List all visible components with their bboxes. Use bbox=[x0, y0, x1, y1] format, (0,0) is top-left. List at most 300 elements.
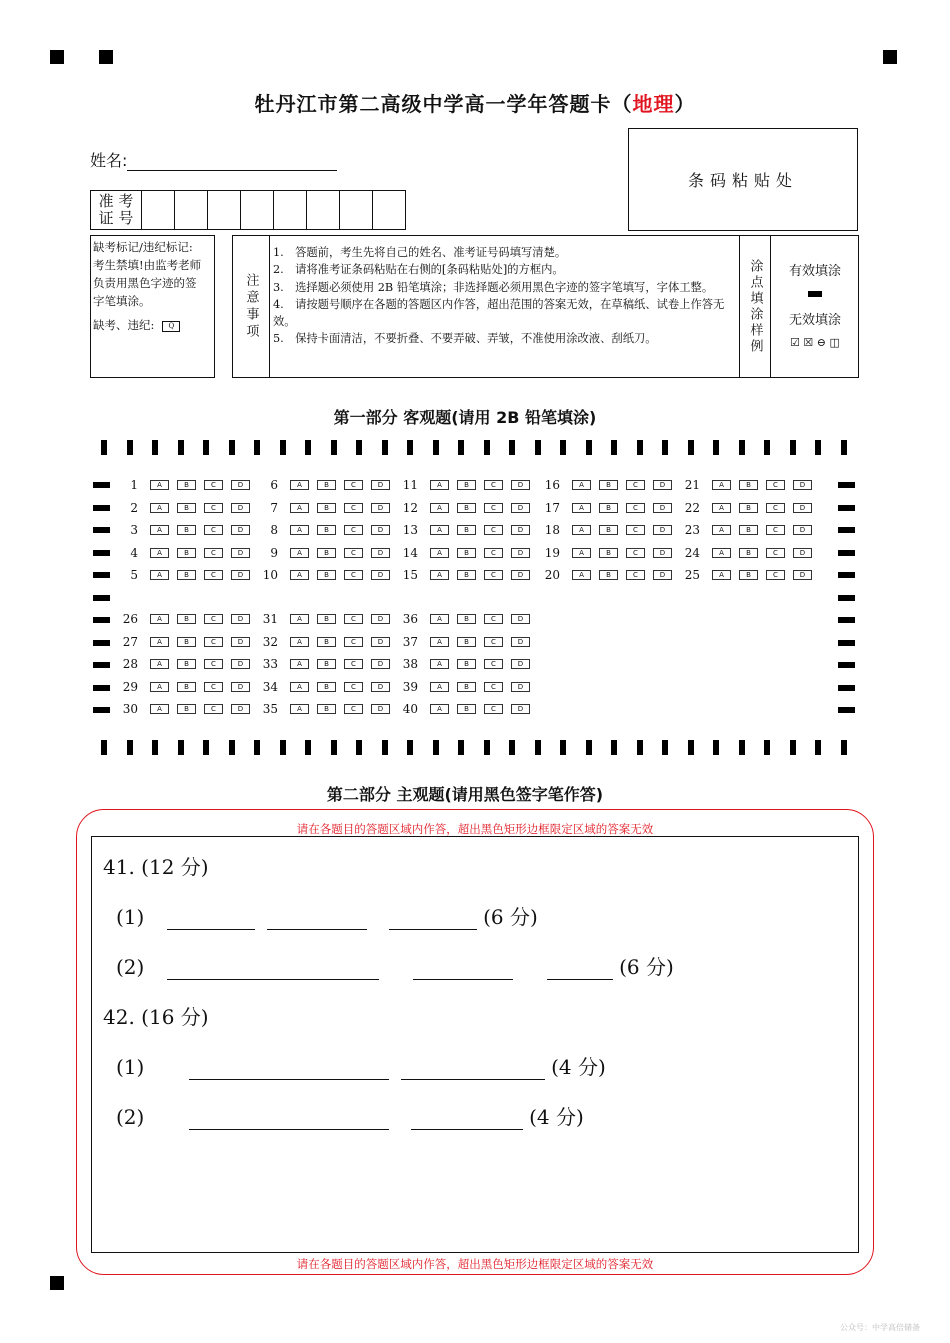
option-bubble[interactable]: D bbox=[511, 570, 530, 580]
option-bubble[interactable]: C bbox=[484, 637, 503, 647]
question-number: 38 bbox=[402, 657, 418, 671]
option-bubble[interactable]: C bbox=[204, 682, 223, 692]
option-bubble[interactable]: D bbox=[231, 548, 250, 558]
option-bubble[interactable]: B bbox=[599, 525, 618, 535]
option-bubble[interactable]: A bbox=[290, 682, 309, 692]
option-bubble[interactable]: B bbox=[317, 525, 336, 535]
timing-tick bbox=[790, 440, 796, 455]
question-number: 6 bbox=[270, 478, 278, 492]
option-bubble[interactable]: A bbox=[712, 548, 731, 558]
option-bubble[interactable]: B bbox=[457, 637, 476, 647]
option-bubble[interactable]: D bbox=[231, 480, 250, 490]
option-bubble[interactable]: D bbox=[231, 503, 250, 513]
timing-tick bbox=[356, 740, 362, 755]
question-number: 33 bbox=[262, 657, 278, 671]
question-number: 9 bbox=[270, 545, 278, 560]
option-bubble[interactable]: B bbox=[317, 659, 336, 669]
notes-box: 注意事项 1. 答题前，考生先将自己的姓名、准考证号码填写清楚。 2. 请将准考证条码粘贴在右侧的[条码粘贴处]的方框内。 3. 选择题必须使用 2B 铅笔填涂；非选择题必须用黑色字迹的签字笔填写，字体工整。 4. 请按题号顺序在各题的答题区内作答，超出范围的答案无效，在草稿纸、试卷上作答无效。 5. 保持卡面清洁，不要折叠、不要弄破、弄皱，不准使用涂改液、刮纸刀。 涂点填涂样例 有效填涂 无效填涂 ☑ ☒ ⊖ ◫ bbox=[232, 235, 859, 378]
q41-part2[interactable]: (2) (6 分) bbox=[116, 955, 674, 979]
option-bubble[interactable]: D bbox=[371, 682, 390, 692]
option-bubble[interactable]: B bbox=[177, 525, 196, 535]
mc-question bbox=[400, 568, 538, 582]
timing-tick bbox=[637, 740, 643, 755]
timing-tick bbox=[407, 440, 413, 455]
option-bubble[interactable]: A bbox=[290, 503, 309, 513]
option-bubble[interactable]: B bbox=[177, 659, 196, 669]
option-bubble[interactable]: A bbox=[430, 637, 449, 647]
option-bubble[interactable]: D bbox=[511, 480, 530, 490]
option-bubble[interactable]: B bbox=[599, 570, 618, 580]
option-bubble[interactable]: B bbox=[457, 704, 476, 714]
question-number: 20 bbox=[544, 568, 560, 582]
option-bubble[interactable]: B bbox=[177, 614, 196, 624]
mc-question bbox=[682, 546, 820, 560]
option-bubble[interactable]: C bbox=[344, 548, 363, 558]
ticket-number-grid[interactable]: 准 考 证 号 bbox=[90, 190, 406, 230]
region-note-bottom: 请在各题目的答题区域内作答，超出黑色矩形边框限定区域的答案无效 bbox=[296, 1257, 654, 1271]
option-bubble[interactable]: C bbox=[484, 614, 503, 624]
option-bubble[interactable]: C bbox=[626, 570, 645, 580]
side-mark bbox=[93, 482, 110, 488]
mc-question bbox=[260, 635, 398, 649]
option-bubble[interactable]: C bbox=[766, 480, 785, 490]
option-bubble[interactable]: B bbox=[317, 503, 336, 513]
question-number: 1 bbox=[130, 478, 138, 492]
question-number: 37 bbox=[402, 634, 418, 649]
option-bubble[interactable]: C bbox=[344, 704, 363, 714]
question-number: 40 bbox=[402, 702, 418, 716]
option-bubble[interactable]: D bbox=[653, 525, 672, 535]
mc-question bbox=[120, 546, 258, 560]
timing-tick bbox=[611, 740, 617, 755]
side-mark bbox=[838, 550, 855, 556]
timing-tick bbox=[331, 440, 337, 455]
option-bubble[interactable]: A bbox=[290, 614, 309, 624]
timing-tick bbox=[254, 740, 260, 755]
mc-question bbox=[400, 478, 538, 492]
option-bubble[interactable]: C bbox=[484, 682, 503, 692]
side-mark bbox=[838, 595, 855, 601]
timing-tick bbox=[509, 740, 515, 755]
option-bubble[interactable]: C bbox=[204, 704, 223, 714]
invalid-fill-samples: ☑ ☒ ⊖ ◫ bbox=[790, 336, 840, 349]
option-bubble[interactable]: B bbox=[457, 503, 476, 513]
question-number: 7 bbox=[270, 500, 278, 515]
option-bubble[interactable]: C bbox=[344, 682, 363, 692]
option-bubble[interactable]: A bbox=[430, 480, 449, 490]
timing-tick bbox=[560, 440, 566, 455]
option-bubble[interactable]: A bbox=[290, 570, 309, 580]
question-number: 39 bbox=[402, 679, 418, 694]
option-bubble[interactable]: C bbox=[766, 570, 785, 580]
mc-question bbox=[260, 702, 398, 716]
option-bubble[interactable]: B bbox=[457, 525, 476, 535]
option-bubble[interactable]: A bbox=[150, 637, 169, 647]
option-bubble[interactable]: B bbox=[317, 570, 336, 580]
option-bubble[interactable]: A bbox=[150, 682, 169, 692]
question-number: 2 bbox=[130, 500, 138, 515]
option-bubble[interactable]: C bbox=[626, 480, 645, 490]
timing-tick bbox=[841, 440, 847, 455]
option-bubble[interactable]: C bbox=[484, 480, 503, 490]
option-bubble[interactable]: A bbox=[430, 525, 449, 535]
option-bubble[interactable]: B bbox=[177, 480, 196, 490]
corner-mark bbox=[50, 1276, 64, 1290]
option-bubble[interactable]: D bbox=[371, 525, 390, 535]
timing-tick bbox=[433, 740, 439, 755]
option-bubble[interactable]: D bbox=[793, 503, 812, 513]
option-bubble[interactable]: D bbox=[511, 704, 530, 714]
option-bubble[interactable]: A bbox=[150, 480, 169, 490]
question-number: 14 bbox=[402, 545, 418, 560]
option-bubble[interactable]: D bbox=[653, 548, 672, 558]
option-bubble[interactable]: D bbox=[231, 614, 250, 624]
mc-question bbox=[260, 568, 398, 582]
mc-question bbox=[260, 657, 398, 671]
timing-tick bbox=[178, 440, 184, 455]
option-bubble[interactable]: A bbox=[150, 525, 169, 535]
question-number: 26 bbox=[122, 612, 138, 626]
option-bubble[interactable]: D bbox=[511, 614, 530, 624]
mc-question bbox=[120, 523, 258, 537]
option-bubble[interactable]: A bbox=[430, 682, 449, 692]
timing-tick bbox=[586, 440, 592, 455]
option-bubble[interactable]: A bbox=[430, 548, 449, 558]
option-bubble[interactable]: D bbox=[231, 570, 250, 580]
timing-tick bbox=[356, 440, 362, 455]
mc-question bbox=[260, 523, 398, 537]
timing-tick bbox=[203, 740, 209, 755]
timing-tick bbox=[407, 740, 413, 755]
timing-tick bbox=[305, 440, 311, 455]
option-bubble[interactable]: D bbox=[371, 637, 390, 647]
option-bubble[interactable]: B bbox=[457, 614, 476, 624]
corner-mark bbox=[99, 50, 113, 64]
option-bubble[interactable]: C bbox=[344, 614, 363, 624]
option-bubble[interactable]: B bbox=[739, 525, 758, 535]
option-bubble[interactable]: C bbox=[626, 548, 645, 558]
option-bubble[interactable]: A bbox=[572, 525, 591, 535]
q42-part2[interactable]: (2) (4 分) bbox=[116, 1105, 584, 1129]
option-bubble[interactable]: A bbox=[290, 480, 309, 490]
question-number: 18 bbox=[544, 523, 560, 537]
option-bubble[interactable]: C bbox=[344, 525, 363, 535]
option-bubble[interactable]: D bbox=[653, 570, 672, 580]
option-bubble[interactable]: A bbox=[430, 503, 449, 513]
timing-tick bbox=[637, 440, 643, 455]
option-bubble[interactable]: C bbox=[344, 503, 363, 513]
option-bubble[interactable]: D bbox=[231, 637, 250, 647]
option-bubble[interactable]: D bbox=[793, 570, 812, 580]
timing-tick bbox=[127, 440, 133, 455]
option-bubble[interactable]: B bbox=[457, 570, 476, 580]
option-bubble[interactable]: D bbox=[371, 480, 390, 490]
option-bubble[interactable]: A bbox=[290, 659, 309, 669]
option-bubble[interactable]: C bbox=[626, 525, 645, 535]
option-bubble[interactable]: A bbox=[430, 704, 449, 714]
side-mark bbox=[93, 550, 110, 556]
timing-tick bbox=[841, 740, 847, 755]
question-number: 30 bbox=[122, 702, 138, 716]
mc-question bbox=[682, 523, 820, 537]
question-number: 24 bbox=[684, 545, 700, 560]
question-number: 19 bbox=[544, 545, 560, 560]
mc-question bbox=[400, 657, 538, 671]
option-bubble[interactable]: B bbox=[317, 682, 336, 692]
page-title: 牡丹江市第二高级中学高一学年答题卡（地理） bbox=[254, 92, 696, 116]
option-bubble[interactable]: C bbox=[204, 480, 223, 490]
option-bubble[interactable]: D bbox=[231, 704, 250, 714]
timing-tick bbox=[254, 440, 260, 455]
mc-question bbox=[120, 501, 258, 515]
part1-title: 第一部分 客观题(请用 2B 铅笔填涂) bbox=[333, 408, 597, 427]
timing-tick bbox=[688, 440, 694, 455]
timing-tick bbox=[178, 740, 184, 755]
option-bubble[interactable]: A bbox=[150, 503, 169, 513]
side-mark bbox=[93, 505, 110, 511]
mc-question bbox=[542, 546, 680, 560]
option-bubble[interactable]: C bbox=[344, 570, 363, 580]
option-bubble[interactable]: C bbox=[204, 503, 223, 513]
timing-tick bbox=[484, 440, 490, 455]
option-bubble[interactable]: A bbox=[712, 480, 731, 490]
timing-tick bbox=[586, 740, 592, 755]
question-number: 8 bbox=[270, 523, 278, 537]
q41-part1[interactable]: (1) (6 分) bbox=[116, 905, 538, 929]
option-bubble[interactable]: B bbox=[739, 548, 758, 558]
mc-question bbox=[260, 612, 398, 626]
option-bubble[interactable]: D bbox=[371, 503, 390, 513]
mc-question bbox=[542, 568, 680, 582]
option-bubble[interactable]: B bbox=[599, 503, 618, 513]
question-number: 11 bbox=[402, 478, 418, 492]
corner-mark bbox=[50, 50, 64, 64]
mc-question bbox=[120, 657, 258, 671]
option-bubble[interactable]: D bbox=[653, 503, 672, 513]
mc-question bbox=[400, 635, 538, 649]
option-bubble[interactable]: A bbox=[290, 637, 309, 647]
question-number: 34 bbox=[262, 679, 278, 694]
option-bubble[interactable]: D bbox=[231, 525, 250, 535]
option-bubble[interactable]: C bbox=[484, 659, 503, 669]
mc-question bbox=[260, 501, 398, 515]
option-bubble[interactable]: B bbox=[317, 614, 336, 624]
timing-tick bbox=[127, 740, 133, 755]
option-bubble[interactable]: A bbox=[290, 548, 309, 558]
option-bubble[interactable]: B bbox=[739, 480, 758, 490]
option-bubble[interactable]: A bbox=[430, 659, 449, 669]
option-bubble[interactable]: D bbox=[231, 659, 250, 669]
mc-question bbox=[400, 523, 538, 537]
q42-part1[interactable]: (1) (4 分) bbox=[116, 1055, 606, 1079]
option-bubble[interactable]: C bbox=[766, 548, 785, 558]
option-bubble[interactable]: C bbox=[766, 503, 785, 513]
option-bubble[interactable]: D bbox=[511, 525, 530, 535]
missing-exam-box: 缺考标记/违纪标记: 考生禁填!由监考老师 负责用黑色字迹的签 字笔填涂。 缺考、违纪: Q bbox=[90, 235, 215, 378]
option-bubble[interactable]: C bbox=[766, 525, 785, 535]
option-bubble[interactable]: C bbox=[484, 503, 503, 513]
valid-fill-sample bbox=[808, 291, 822, 297]
option-bubble[interactable]: A bbox=[430, 570, 449, 580]
mc-question bbox=[400, 546, 538, 560]
option-bubble[interactable]: A bbox=[150, 570, 169, 580]
option-bubble[interactable]: D bbox=[371, 548, 390, 558]
option-bubble[interactable]: A bbox=[430, 614, 449, 624]
option-bubble[interactable]: A bbox=[572, 503, 591, 513]
option-bubble[interactable]: B bbox=[177, 503, 196, 513]
timing-tick bbox=[152, 440, 158, 455]
mc-question bbox=[400, 702, 538, 716]
option-bubble[interactable]: A bbox=[150, 548, 169, 558]
option-bubble[interactable]: C bbox=[484, 704, 503, 714]
name-field[interactable]: 姓名: bbox=[90, 148, 337, 171]
mc-question bbox=[120, 612, 258, 626]
option-bubble[interactable]: C bbox=[344, 659, 363, 669]
option-bubble[interactable]: B bbox=[599, 548, 618, 558]
option-bubble[interactable]: C bbox=[204, 548, 223, 558]
option-bubble[interactable]: A bbox=[572, 548, 591, 558]
option-bubble[interactable]: D bbox=[371, 614, 390, 624]
timing-tick bbox=[560, 740, 566, 755]
missing-mark-box[interactable]: Q bbox=[162, 321, 180, 332]
timing-tick bbox=[152, 740, 158, 755]
question-number: 27 bbox=[122, 634, 138, 649]
option-bubble[interactable]: B bbox=[599, 480, 618, 490]
timing-tick bbox=[484, 740, 490, 755]
mc-question bbox=[120, 568, 258, 582]
timing-tick bbox=[662, 740, 668, 755]
timing-tick bbox=[688, 740, 694, 755]
option-bubble[interactable]: D bbox=[371, 570, 390, 580]
mc-question bbox=[260, 478, 398, 492]
option-bubble[interactable]: D bbox=[511, 659, 530, 669]
option-bubble[interactable]: A bbox=[290, 704, 309, 714]
side-mark bbox=[838, 685, 855, 691]
option-bubble[interactable]: C bbox=[484, 548, 503, 558]
option-bubble[interactable]: D bbox=[793, 525, 812, 535]
mc-question bbox=[400, 612, 538, 626]
option-bubble[interactable]: C bbox=[204, 637, 223, 647]
option-bubble[interactable]: D bbox=[793, 548, 812, 558]
option-bubble[interactable]: B bbox=[457, 659, 476, 669]
question-number: 32 bbox=[262, 634, 278, 649]
option-bubble[interactable]: D bbox=[371, 704, 390, 714]
option-bubble[interactable]: C bbox=[626, 503, 645, 513]
option-bubble[interactable]: D bbox=[511, 682, 530, 692]
question-number: 3 bbox=[130, 523, 138, 537]
mc-question bbox=[682, 501, 820, 515]
option-bubble[interactable]: B bbox=[739, 503, 758, 513]
q41-title: 41. (12 分) bbox=[103, 855, 209, 879]
side-mark bbox=[838, 617, 855, 623]
timing-tick bbox=[280, 440, 286, 455]
option-bubble[interactable]: B bbox=[177, 570, 196, 580]
corner-mark bbox=[883, 50, 897, 64]
side-mark bbox=[93, 617, 110, 623]
question-number: 23 bbox=[684, 523, 700, 537]
option-bubble[interactable]: D bbox=[511, 637, 530, 647]
option-bubble[interactable]: D bbox=[511, 503, 530, 513]
option-bubble[interactable]: A bbox=[150, 659, 169, 669]
timing-tick bbox=[458, 440, 464, 455]
option-bubble[interactable]: A bbox=[712, 503, 731, 513]
question-number: 5 bbox=[130, 568, 138, 582]
option-bubble[interactable]: C bbox=[484, 570, 503, 580]
option-bubble[interactable]: C bbox=[484, 525, 503, 535]
mc-question bbox=[260, 546, 398, 560]
timing-tick bbox=[535, 440, 541, 455]
side-mark bbox=[93, 662, 110, 668]
side-mark bbox=[838, 572, 855, 578]
q42-title: 42. (16 分) bbox=[103, 1005, 209, 1029]
timing-tick bbox=[713, 440, 719, 455]
option-bubble[interactable]: A bbox=[572, 480, 591, 490]
timing-tick bbox=[790, 740, 796, 755]
side-mark bbox=[838, 505, 855, 511]
timing-tick bbox=[535, 740, 541, 755]
option-bubble[interactable]: D bbox=[371, 659, 390, 669]
option-bubble[interactable]: C bbox=[204, 659, 223, 669]
option-bubble[interactable]: B bbox=[317, 548, 336, 558]
footer-watermark: 公众号：中学高倍储备 bbox=[840, 1323, 920, 1332]
option-bubble[interactable]: D bbox=[511, 548, 530, 558]
question-number: 36 bbox=[402, 612, 418, 626]
answer-box[interactable] bbox=[91, 836, 859, 1253]
option-bubble[interactable]: C bbox=[344, 480, 363, 490]
question-number: 16 bbox=[544, 478, 560, 492]
option-bubble[interactable]: B bbox=[177, 637, 196, 647]
side-mark bbox=[838, 662, 855, 668]
option-bubble[interactable]: C bbox=[204, 570, 223, 580]
option-bubble[interactable]: B bbox=[317, 637, 336, 647]
option-bubble[interactable]: B bbox=[457, 682, 476, 692]
option-bubble[interactable]: B bbox=[177, 682, 196, 692]
option-bubble[interactable]: D bbox=[653, 480, 672, 490]
option-bubble[interactable]: B bbox=[177, 548, 196, 558]
option-bubble[interactable]: A bbox=[712, 570, 731, 580]
option-bubble[interactable]: B bbox=[317, 480, 336, 490]
timing-tick bbox=[509, 440, 515, 455]
timing-tick bbox=[101, 440, 107, 455]
side-mark bbox=[93, 685, 110, 691]
option-bubble[interactable]: B bbox=[177, 704, 196, 714]
timing-tick bbox=[382, 440, 388, 455]
mc-question bbox=[120, 478, 258, 492]
region-note-top: 请在各题目的答题区域内作答，超出黑色矩形边框限定区域的答案无效 bbox=[296, 822, 654, 836]
option-bubble[interactable]: C bbox=[344, 637, 363, 647]
question-number: 25 bbox=[684, 568, 700, 582]
option-bubble[interactable]: C bbox=[204, 614, 223, 624]
option-bubble[interactable]: A bbox=[150, 614, 169, 624]
option-bubble[interactable]: A bbox=[712, 525, 731, 535]
option-bubble[interactable]: A bbox=[150, 704, 169, 714]
option-bubble[interactable]: D bbox=[793, 480, 812, 490]
mc-question bbox=[542, 501, 680, 515]
option-bubble[interactable]: A bbox=[572, 570, 591, 580]
option-bubble[interactable]: B bbox=[457, 480, 476, 490]
timing-tick bbox=[611, 440, 617, 455]
mc-question bbox=[542, 523, 680, 537]
option-bubble[interactable]: B bbox=[739, 570, 758, 580]
timing-tick bbox=[458, 740, 464, 755]
option-bubble[interactable]: D bbox=[231, 682, 250, 692]
question-number: 22 bbox=[684, 500, 700, 515]
option-bubble[interactable]: C bbox=[204, 525, 223, 535]
mc-question bbox=[260, 680, 398, 694]
option-bubble[interactable]: B bbox=[457, 548, 476, 558]
option-bubble[interactable]: B bbox=[317, 704, 336, 714]
option-bubble[interactable]: A bbox=[290, 525, 309, 535]
